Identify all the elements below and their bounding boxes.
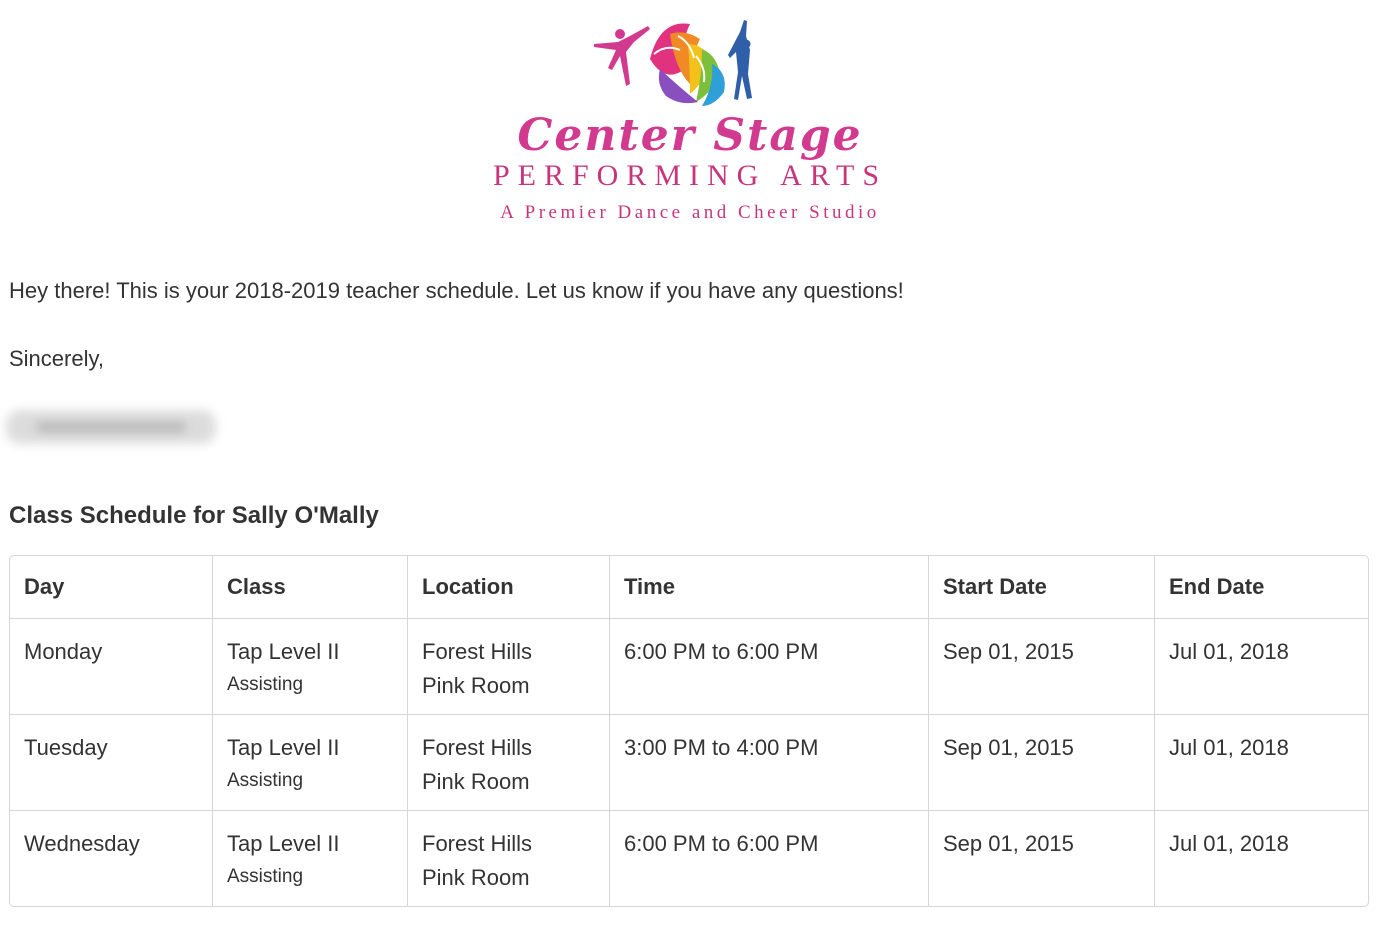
room-name: Pink Room — [422, 769, 530, 794]
day-cell: Tuesday — [10, 714, 212, 810]
location-name: Forest Hills — [422, 831, 533, 856]
room-name: Pink Room — [422, 673, 530, 698]
class-name: Tap Level II — [227, 639, 340, 664]
intro-message: Hey there! This is your 2018-2019 teacher schedule. Let us know if you have any questions! — [9, 278, 904, 303]
day-cell: Monday — [10, 618, 212, 714]
location-cell — [407, 714, 609, 810]
redacted-sender-name — [6, 410, 216, 444]
class-cell — [212, 810, 407, 906]
column-header-end-date: End Date — [1154, 556, 1368, 618]
column-header-day: Day — [24, 574, 65, 599]
location-name: Forest Hills — [422, 639, 533, 664]
room-name: Pink Room — [422, 865, 530, 890]
signoff-text: Sincerely, — [9, 346, 104, 371]
time-cell: 3:00 PM to 4:00 PM — [609, 714, 928, 810]
end-date-cell: Jul 01, 2018 — [1154, 618, 1368, 714]
column-header-time: Time — [609, 556, 928, 618]
logo-performing-arts-text: PERFORMING ARTS — [492, 159, 888, 192]
table-header-row — [10, 556, 1368, 618]
start-date-cell: Sep 01, 2015 — [928, 810, 1154, 906]
column-header-class: Class — [212, 556, 407, 618]
time-cell: 6:00 PM to 6:00 PM — [609, 618, 928, 714]
column-header-start-date: Start Date — [928, 556, 1154, 618]
location-cell — [407, 810, 609, 906]
logo-script-text: Center Stage — [517, 110, 863, 161]
day-cell: Wednesday — [10, 810, 212, 906]
class-name: Tap Level II — [227, 735, 340, 760]
dancers-logo-icon — [590, 14, 770, 114]
location-cell — [407, 618, 609, 714]
class-cell — [212, 714, 407, 810]
class-role: Assisting — [227, 770, 304, 791]
column-header-location: Location — [407, 556, 609, 618]
table-row — [10, 810, 1368, 906]
logo-tagline: A Premier Dance and Cheer Studio — [500, 202, 880, 223]
table-row — [10, 618, 1368, 714]
class-schedule-table — [9, 555, 1369, 907]
time-cell: 6:00 PM to 6:00 PM — [609, 810, 928, 906]
studio-logo — [470, 14, 910, 224]
start-date-cell: Sep 01, 2015 — [928, 714, 1154, 810]
start-date-cell: Sep 01, 2015 — [928, 618, 1154, 714]
class-name: Tap Level II — [227, 831, 340, 856]
end-date-cell: Jul 01, 2018 — [1154, 810, 1368, 906]
class-role: Assisting — [227, 674, 304, 695]
class-role: Assisting — [227, 866, 304, 887]
table-row — [10, 714, 1368, 810]
end-date-cell: Jul 01, 2018 — [1154, 714, 1368, 810]
schedule-heading: Class Schedule for Sally O'Mally — [9, 502, 379, 529]
location-name: Forest Hills — [422, 735, 533, 760]
class-cell — [212, 618, 407, 714]
